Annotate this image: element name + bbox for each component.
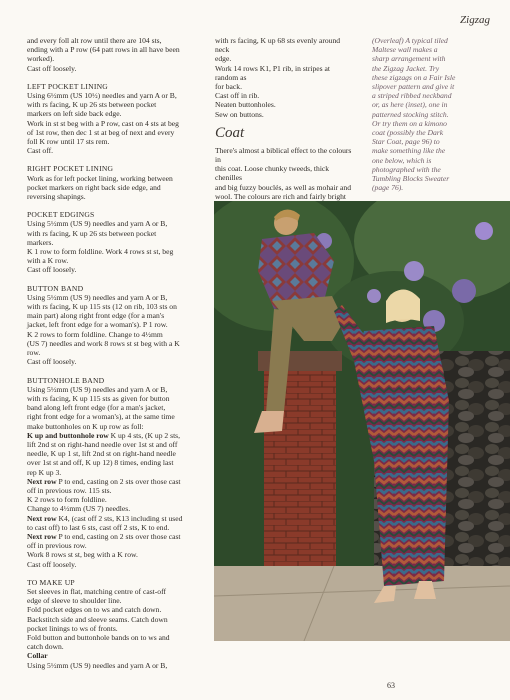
caption-line: Star Coat, page 96) to	[372, 137, 440, 147]
text-line: Using 5½mm (US 9) needles and yarn A or B,	[27, 292, 168, 302]
bold-label: Next row	[27, 476, 57, 486]
section-heading: TO MAKE UP	[27, 577, 75, 587]
caption-line: (page 76).	[372, 183, 404, 193]
text-line: Set sleeves in flat, matching centre of cast-off	[27, 586, 167, 596]
caption-line: or, as here (inset), one in	[372, 100, 448, 110]
text-line	[27, 532, 207, 541]
text-line: jacket, left front edge for a woman's). P 1 row.	[27, 320, 168, 330]
text-line: catch down.	[27, 642, 64, 652]
text-line: right front edge for a woman's), at the same time	[27, 412, 175, 422]
text-line: main part) along right front edge (for a man's	[27, 311, 165, 321]
text-line: edge of sleeve to shoulder line.	[27, 596, 122, 606]
text-line: Fold button and buttonhole bands on to ws and	[27, 632, 170, 642]
subheading: Collar	[27, 651, 48, 661]
text-line: make buttonholes on K up row as foll:	[27, 421, 144, 431]
to-make-up-section	[27, 578, 207, 670]
text-line: Cast off loosely.	[27, 63, 77, 73]
column-left	[27, 36, 207, 670]
text-line: Neaten buttonholes.	[215, 100, 276, 110]
text-line: with a K row.	[27, 256, 69, 266]
text-line: Work as for left pocket lining, working between	[27, 173, 173, 183]
bold-label: Next row	[27, 531, 57, 541]
text-span: P to end, casting on 2 sts over those cast	[56, 531, 181, 541]
text-line: foll K row until 17 sts rem.	[27, 137, 110, 147]
text-line: Cast off loosely.	[27, 357, 77, 367]
caption-line: slipover pattern and give it	[372, 82, 455, 92]
intro-section	[27, 36, 207, 73]
pocket-edgings-section	[27, 210, 207, 274]
text-span: K up 4 sts, (K up 2 sts,	[108, 430, 181, 440]
section-heading: POCKET EDGINGS	[27, 210, 95, 220]
text-line: Cast off loosely.	[27, 559, 77, 569]
text-line: There's almost a biblical effect to the colours in	[215, 145, 352, 165]
text-line: for back.	[215, 82, 242, 92]
text-line: of 1st row, then dec 1 st at beg of next and every	[27, 127, 175, 137]
text-line: Cast off in rib.	[215, 91, 260, 101]
text-line: Work 8 rows st st, beg with a K row.	[27, 550, 138, 560]
section-heading: LEFT POCKET LINING	[27, 81, 108, 91]
left-pocket-lining-section	[27, 82, 207, 156]
caption-line: Maltese wall makes a	[372, 45, 438, 55]
text-line: with rs facing, K up 68 sts evenly around neck	[215, 36, 341, 55]
bold-label: Next row	[27, 513, 57, 523]
page-number: 63	[387, 681, 395, 690]
text-line: K 1 row to form foldline. Work 4 rows st st, beg	[27, 247, 174, 257]
caption-line: Tumbling Blocks Sweater	[372, 174, 450, 184]
text-line: wool. The colours are rich and fairly bright	[215, 191, 347, 201]
text-line: reversing shapings.	[27, 192, 86, 202]
button-band-section	[27, 284, 207, 367]
text-line: markers on left side back edge.	[27, 109, 122, 119]
text-line: K 2 rows to form foldline.	[27, 495, 107, 505]
text-line: off in previous row.	[27, 541, 87, 551]
text-line	[27, 514, 207, 523]
text-line: Work 14 rows K1, P1 rib, in stripes at random as	[215, 63, 330, 82]
text-line: Backstitch side and sleeve seams. Catch down	[27, 614, 168, 624]
text-line: K 2 rows to form foldline. Change to 4½mm	[27, 329, 163, 339]
text-span: K4, (cast off 2 sts, K13 including st used	[56, 513, 183, 523]
photo-caption	[372, 36, 494, 192]
caption-line: coat (possibly the Dark	[372, 128, 444, 138]
text-line: markers.	[27, 237, 54, 247]
text-line: edge.	[215, 54, 232, 64]
text-line: Sew on buttons.	[215, 109, 264, 119]
fashion-photograph	[214, 201, 510, 641]
caption-line: these zigzags on a Fair Isle	[372, 72, 456, 82]
text-line: Change to 4½mm (US 7) needles.	[27, 504, 131, 514]
caption-line: sharp arrangement with	[372, 54, 446, 64]
running-head: Zigzag	[460, 14, 490, 26]
text-line: Using 5½mm (US 9) needles and yarn A or B,	[27, 219, 168, 229]
caption-line: Or try them on a kimono	[372, 118, 447, 128]
text-line: Cast off.	[27, 146, 54, 156]
text-line: (US 7) needles and work 8 rows st st beg with a K	[27, 338, 180, 348]
section-heading: RIGHT POCKET LINING	[27, 164, 114, 174]
text-line: and big fuzzy bouclés, as well as mohair and	[215, 182, 352, 192]
caption-line: one below, which is	[372, 155, 432, 165]
caption-line: photographed with the	[372, 164, 441, 174]
text-line: to cast off) to last 6 sts, cast off 2 sts, K to end.	[27, 522, 170, 532]
text-line: Fold pocket edges on to ws and catch down.	[27, 605, 162, 615]
caption-line: make something like the	[372, 146, 446, 156]
text-line: pocket linings to ws of fronts.	[27, 623, 118, 633]
text-line	[27, 477, 207, 486]
text-line: Cast off loosely.	[27, 265, 77, 275]
caption-line: patterned stocking stitch.	[372, 109, 449, 119]
section-heading: BUTTONHOLE BAND	[27, 375, 105, 385]
text-line: Using 5½mm (US 9) needles and yarn A or B,	[27, 384, 168, 394]
caption-line: (Overleaf) A typical tiled	[372, 36, 448, 45]
text-line: needle, K up 1 st, lift 2nd st on right-hand needle	[27, 449, 176, 459]
text-line: with rs facing, K up 26 sts between pocket	[27, 100, 157, 110]
text-line: worked).	[27, 54, 55, 64]
text-line: this coat. Loose chunky tweeds, thick chenilles	[215, 164, 330, 183]
caption-line: a striped ribbed neckband	[372, 91, 452, 101]
text-line: with rs facing, K up 26 sts between pocket	[27, 228, 157, 238]
bold-label: K up and buttonhole row	[27, 430, 109, 440]
text-line: rep K up 3.	[27, 467, 62, 477]
coat-title: Coat	[215, 124, 245, 141]
text-line: Using 6½mm (US 10½) needles and yarn A or B,	[27, 91, 177, 101]
caption-line: the Zigzag Jacket. Try	[372, 63, 440, 73]
text-span: P to end, casting on 2 sts over those cast	[56, 476, 181, 486]
text-line: Work in st st beg with a P row, cast on 4 sts at beg	[27, 118, 179, 128]
section-heading: BUTTON BAND	[27, 283, 84, 293]
text-line: band along left front edge (for a man's jacket,	[27, 403, 166, 413]
buttonhole-band-section	[27, 376, 207, 569]
text-line: off in previous row. 115 sts.	[27, 485, 112, 495]
text-line: with rs facing, K up 115 sts as given for button	[27, 393, 170, 403]
text-line: with rs facing, K up 115 sts (12 on rib, 103 sts on	[27, 302, 177, 312]
text-line: over 1st st and off, K up 12) 8 times, ending last	[27, 458, 174, 468]
text-line: pocket markers on right back side edge, and	[27, 182, 161, 192]
right-pocket-lining-section	[27, 164, 207, 201]
text-line: and every foll alt row until there are 104 sts,	[27, 36, 162, 45]
text-line	[27, 431, 207, 440]
text-line: Using 5½mm (US 9) needles and yarn A or B,	[27, 660, 168, 670]
text-line: ending with a P row (64 patt rows in all have been	[27, 45, 180, 55]
text-line: row.	[27, 348, 41, 358]
text-line: lift 2nd st on right-hand needle over 1st st and off	[27, 439, 178, 449]
